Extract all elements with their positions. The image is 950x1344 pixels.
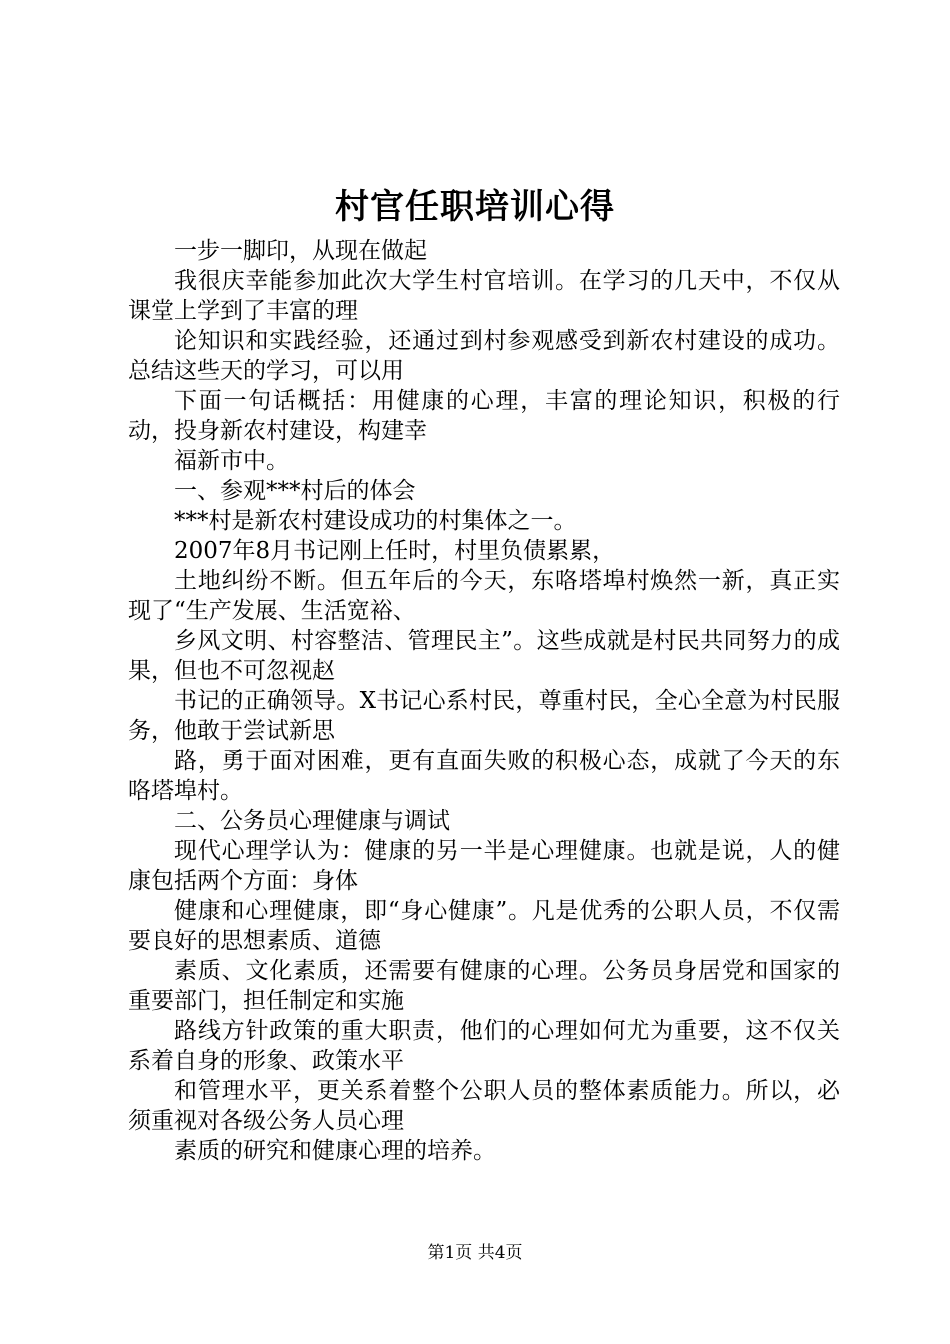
paragraph: 2007年8月书记刚上任时，村里负债累累， [174,538,616,564]
paragraph: ***村是新农村建设成功的村集体之一。 [174,508,577,534]
paragraph: 土地纠纷不断。但五年后的今天，东咯塔埠村焕然一新，真正实现了“生产发展、生活宽裕、 [128,568,840,624]
paragraph: 健康和心理健康，即“身心健康”。凡是优秀的公职人员，不仅需要良好的思想素质、道德 [128,898,840,954]
paragraph: 现代心理学认为：健康的另一半是心理健康。也就是说，人的健康包括两个方面：身体 [128,838,840,894]
paragraph: 下面一句话概括：用健康的心理，丰富的理论知识，积极的行动，投身新农村建设，构建幸 [128,388,840,444]
paragraph: 书记的正确领导。X书记心系村民，尊重村民，全心全意为村民服务，他敢于尝试新思 [128,688,840,744]
paragraph: 乡风文明、村容整洁、管理民主”。这些成就是村民共同努力的成果，但也不可忽视赵 [128,628,840,684]
page-number-footer: 第1页 共4页 [427,1243,523,1263]
paragraph: 路，勇于面对困难，更有直面失败的积极心态，成就了今天的东咯塔埠村。 [128,748,840,804]
section-heading: 一、参观***村后的体会 [174,478,416,504]
paragraph: 一步一脚印，从现在做起 [174,238,427,264]
paragraph: 素质的研究和健康心理的培养。 [174,1138,496,1164]
paragraph: 素质、文化素质，还需要有健康的心理。公务员身居党和国家的重要部门，担任制定和实施 [128,958,840,1014]
paragraph: 和管理水平，更关系着整个公职人员的整体素质能力。所以，必须重视对各级公务人员心理 [128,1078,840,1134]
paragraph: 路线方针政策的重大职责，他们的心理如何尤为重要，这不仅关系着自身的形象、政策水平 [128,1018,840,1074]
paragraph: 我很庆幸能参加此次大学生村官培训。在学习的几天中，不仅从课堂上学到了丰富的理 [128,268,840,324]
document-title: 村官任职培训心得 [335,187,615,227]
paragraph: 福新市中。 [174,448,289,474]
section-heading: 二、公务员心理健康与调试 [174,808,450,834]
paragraph: 论知识和实践经验，还通过到村参观感受到新农村建设的成功。总结这些天的学习，可以用 [128,328,840,384]
document-body [128,236,840,1166]
